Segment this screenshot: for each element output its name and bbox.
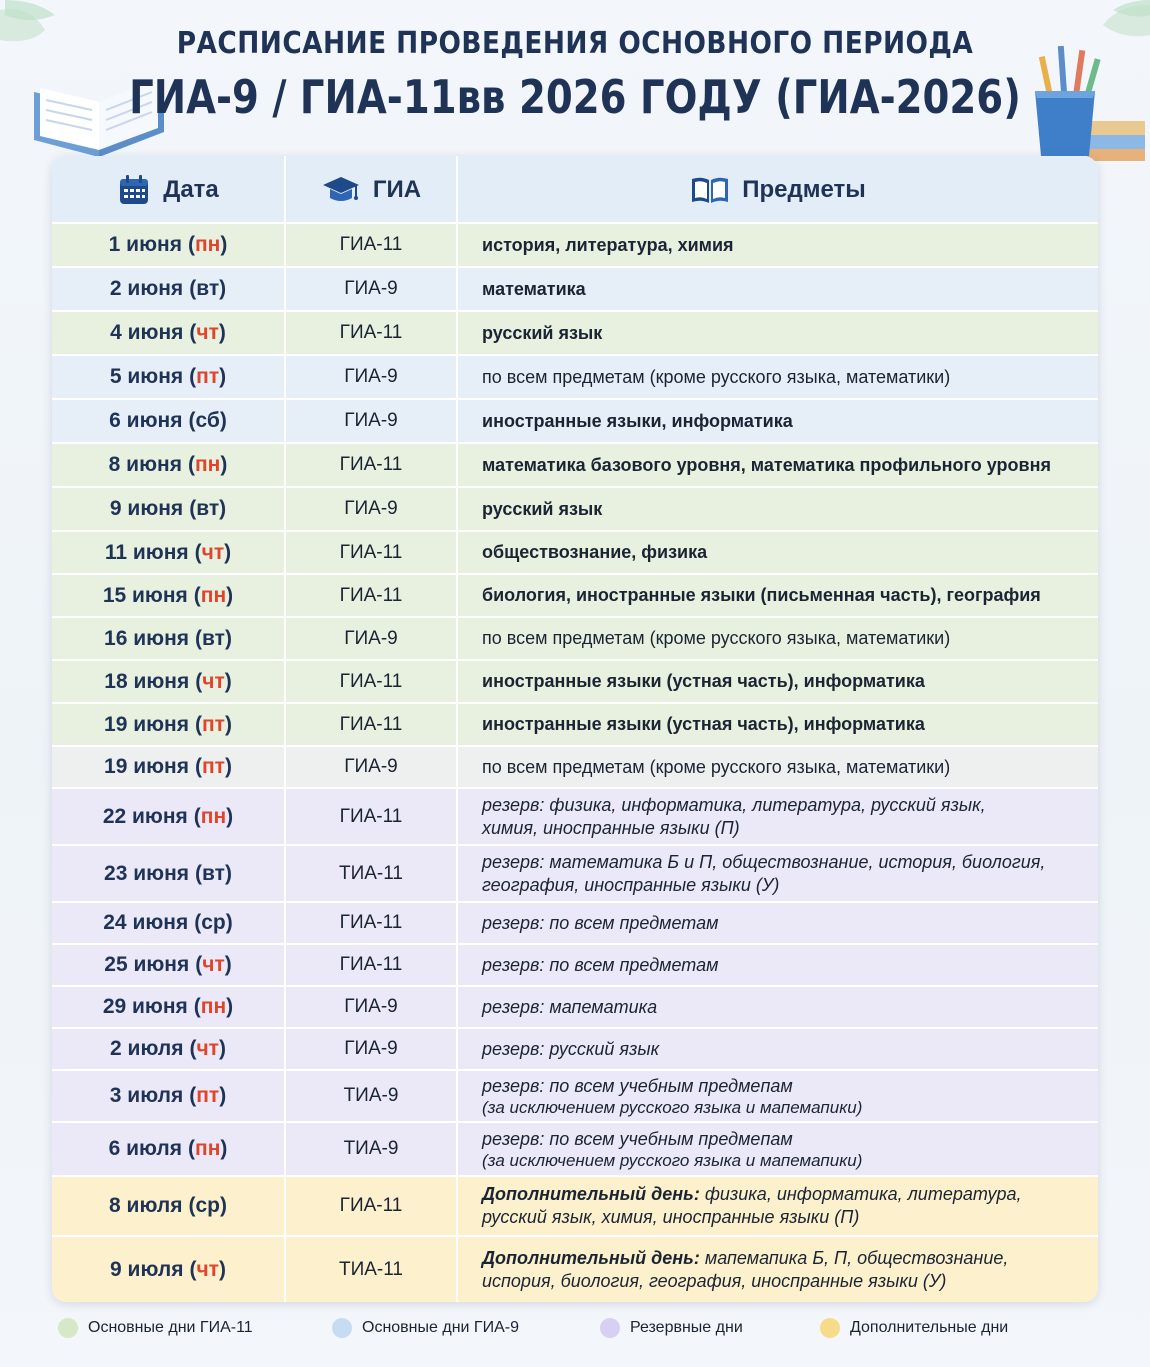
row-subjects: резерв: по всем учебным предмепам (за исключением русского языка и мапемапики) <box>482 1075 863 1117</box>
weekday: (вт) <box>189 497 227 520</box>
weekday: (пн) <box>193 804 234 828</box>
schedule-table <box>52 156 1098 1302</box>
row-gia: ТИА-9 <box>343 1138 399 1159</box>
page-header <box>0 0 1150 160</box>
row-subjects: иностранные языки, информатика <box>482 410 793 431</box>
legend-label: Резервные дни <box>630 1319 743 1336</box>
legend-item-gia9 <box>332 1318 519 1338</box>
row-subjects: резерв: по всем предметам <box>482 912 719 933</box>
row-date: 6 июня (сб) <box>109 409 227 432</box>
row-subjects: обществознание, физика <box>482 542 708 562</box>
row-date: 15 июня (пн) <box>102 583 234 607</box>
weekday: (вт) <box>195 861 232 885</box>
legend-dot-icon <box>820 1318 840 1338</box>
row-date: 24 июня (ср) <box>103 911 233 934</box>
table-row <box>52 312 1098 356</box>
row-date: 22 июня (пн) <box>102 804 234 828</box>
row-date: 29 июня (пн) <box>102 995 234 1018</box>
legend-item-reserve <box>600 1318 743 1338</box>
row-subjects: иностранные языки (устная часть), информатика <box>482 671 925 691</box>
page-title-line2: ГИА-9 / ГИА-11вв 2026 ГОДУ (ГИА-2026) <box>129 70 1021 124</box>
graduation-cap-icon <box>321 173 361 207</box>
table-row <box>52 575 1098 618</box>
row-gia: ГИА-11 <box>339 805 403 827</box>
column-header-subjects <box>458 156 1098 224</box>
row-subjects: Дополнительный день: мапемапика Б, П, обществознание, испория, биология, географuя, иноспранные языки (У) <box>482 1247 1009 1291</box>
weekday: (пт) <box>195 755 232 778</box>
table-row <box>52 1123 1098 1177</box>
row-gia: ГИА-9 <box>344 627 398 649</box>
row-date: 4 июня (чт) <box>110 321 226 344</box>
row-subjects: биология, иностранные языки (письменная часть), география <box>482 585 1041 605</box>
weekday: (вт) <box>189 277 227 300</box>
row-subjects: резерв: физика, информатика, литература, русский язык, химия, иноспранные языки (П) <box>482 794 986 838</box>
row-gia: ГИА-11 <box>339 912 403 933</box>
weekday: (вт) <box>195 626 232 650</box>
weekday: (пт) <box>195 712 232 736</box>
row-date: 19 июня (пт) <box>104 755 232 778</box>
row-subjects: математика базового уровня, математика профильного уровня <box>482 454 1051 475</box>
table-row <box>52 903 1098 945</box>
row-gia: ГИА-9 <box>344 366 398 387</box>
legend-dot-icon <box>600 1318 620 1338</box>
row-subjects: по всем предметам (кроме русского языка, математики) <box>482 628 951 648</box>
row-subjects: резерв: математика Б и П, обществознание, история, биология, география, иноспранные языки (У) <box>482 851 1046 895</box>
weekday: (ср) <box>194 911 233 934</box>
table-row <box>52 224 1098 268</box>
weekday: (пн) <box>188 1137 228 1160</box>
table-row <box>52 532 1098 575</box>
row-gia: ГИА-11 <box>339 954 403 975</box>
row-gia: ГИА-11 <box>339 234 403 255</box>
table-row <box>52 789 1098 846</box>
calendar-icon <box>117 173 151 207</box>
row-subjects: русский язык <box>482 498 603 519</box>
column-separator <box>284 156 286 1302</box>
weekday: (пн) <box>193 995 234 1018</box>
weekday: (чт) <box>195 953 232 976</box>
table-row <box>52 618 1098 661</box>
row-date: 9 июля (чт) <box>110 1257 226 1281</box>
weekday: (чт) <box>189 321 226 344</box>
row-date: 11 июня (чт) <box>104 540 232 564</box>
row-gia: ГИА-9 <box>344 278 398 299</box>
row-gia: ТИА-11 <box>339 862 403 884</box>
weekday: (пн) <box>193 583 234 607</box>
legend-label: Основные дни ГИА-11 <box>88 1319 253 1336</box>
row-date: 2 июня (вт) <box>109 277 227 300</box>
row-date: 8 июня (пн) <box>108 453 228 476</box>
table-row <box>52 987 1098 1029</box>
row-date: 3 июля (пт) <box>109 1084 227 1107</box>
table-row <box>52 1237 1098 1302</box>
row-date: 6 июля (пн) <box>108 1137 228 1160</box>
weekday: (ср) <box>188 1194 227 1217</box>
row-subjects: по всем предметам (кроме русского языка, математики) <box>482 366 951 387</box>
row-subjects: иностранные языки (устная часть), информатика <box>482 714 925 734</box>
weekday: (пт) <box>189 365 227 388</box>
column-header-date-label: Дата <box>163 176 219 203</box>
weekday: (пн) <box>187 453 228 476</box>
legend-item-additional <box>820 1318 1008 1338</box>
row-date: 9 июня (вт) <box>109 497 227 520</box>
row-date: 2 июля (чт) <box>110 1037 226 1060</box>
row-gia: ГИА-9 <box>344 996 398 1017</box>
row-date: 19 июня (пт) <box>104 712 232 736</box>
row-gia: ГИА-11 <box>339 713 403 735</box>
column-separator <box>456 156 458 1302</box>
row-subjects: резерв: мапематика <box>482 996 658 1017</box>
column-header-date <box>52 156 284 224</box>
row-subjects: резерв: русский язык <box>482 1038 660 1059</box>
row-date: 5 июня (пт) <box>109 365 227 388</box>
row-date: 18 июня (чт) <box>104 669 232 693</box>
legend <box>0 1312 1150 1348</box>
column-header-gia <box>286 156 456 224</box>
row-date: 25 июня (чт) <box>104 953 232 976</box>
row-subjects: Дополнительный день: физика, информатика, литература, русский язык, химия, иноспранные языки (П) <box>482 1184 1022 1227</box>
row-subjects: резерв: по всем предметам <box>482 954 719 975</box>
row-gia: ГИА-9 <box>344 1038 398 1059</box>
row-date: 16 июня (вт) <box>104 626 232 650</box>
row-gia: ГИА-11 <box>339 1195 403 1216</box>
weekday: (чт) <box>194 540 232 564</box>
open-book-icon <box>690 174 730 206</box>
weekday: (пт) <box>189 1084 227 1107</box>
row-gia: ГИА-9 <box>344 498 398 519</box>
table-row <box>52 747 1098 789</box>
weekday: (сб) <box>188 409 227 432</box>
row-gia: ГИА-9 <box>344 756 398 777</box>
row-subjects: история, литература, химия <box>482 234 734 255</box>
table-row <box>52 444 1098 488</box>
table-row <box>52 1177 1098 1237</box>
table-header <box>52 156 1098 224</box>
legend-dot-icon <box>58 1318 78 1338</box>
row-subjects: по всем предметам (кроме русского языка, математики) <box>482 756 951 777</box>
row-gia: ГИА-11 <box>339 322 403 343</box>
table-row <box>52 488 1098 532</box>
column-header-subjects-label: Предметы <box>742 176 866 203</box>
column-header-gia-label: ГИА <box>372 176 422 203</box>
legend-dot-icon <box>332 1318 352 1338</box>
legend-label: Основные дни ГИА-9 <box>362 1319 519 1336</box>
row-subjects: русский язык <box>482 322 603 343</box>
table-row <box>52 400 1098 444</box>
row-gia: ТИА-9 <box>343 1085 399 1106</box>
legend-item-gia11 <box>58 1318 253 1338</box>
row-gia: ТИА-11 <box>339 1258 403 1280</box>
table-row <box>52 356 1098 400</box>
weekday: (чт) <box>189 1037 226 1060</box>
legend-label: Дополнительные дни <box>850 1319 1009 1336</box>
row-gia: ГИА-11 <box>339 584 403 606</box>
row-subjects: резерв: по всем учебным предмепам (за исключением русского языка и мапемапики) <box>482 1128 863 1170</box>
row-gia: ГИА-11 <box>339 670 403 692</box>
weekday: (пн) <box>187 233 228 256</box>
table-row <box>52 846 1098 903</box>
table-row <box>52 945 1098 987</box>
row-gia: ГИА-9 <box>344 410 398 431</box>
row-subjects: математика <box>482 278 586 299</box>
row-date: 23 июня (вт) <box>104 861 232 885</box>
table-row <box>52 1029 1098 1071</box>
table-row <box>52 661 1098 704</box>
page-title-line1: РАСПИСАНИЕ ПРОВЕДЕНИЯ ОСНОВНОГО ПЕРИОДА <box>176 26 974 61</box>
table-row <box>52 268 1098 312</box>
row-gia: ГИА-11 <box>339 541 403 563</box>
row-date: 8 июля (ср) <box>109 1194 227 1217</box>
weekday: (чт) <box>189 1257 226 1281</box>
row-gia: ГИА-11 <box>339 454 403 475</box>
table-row <box>52 704 1098 747</box>
table-row <box>52 1071 1098 1123</box>
weekday: (чт) <box>195 669 232 693</box>
row-date: 1 июня (пн) <box>108 233 228 256</box>
